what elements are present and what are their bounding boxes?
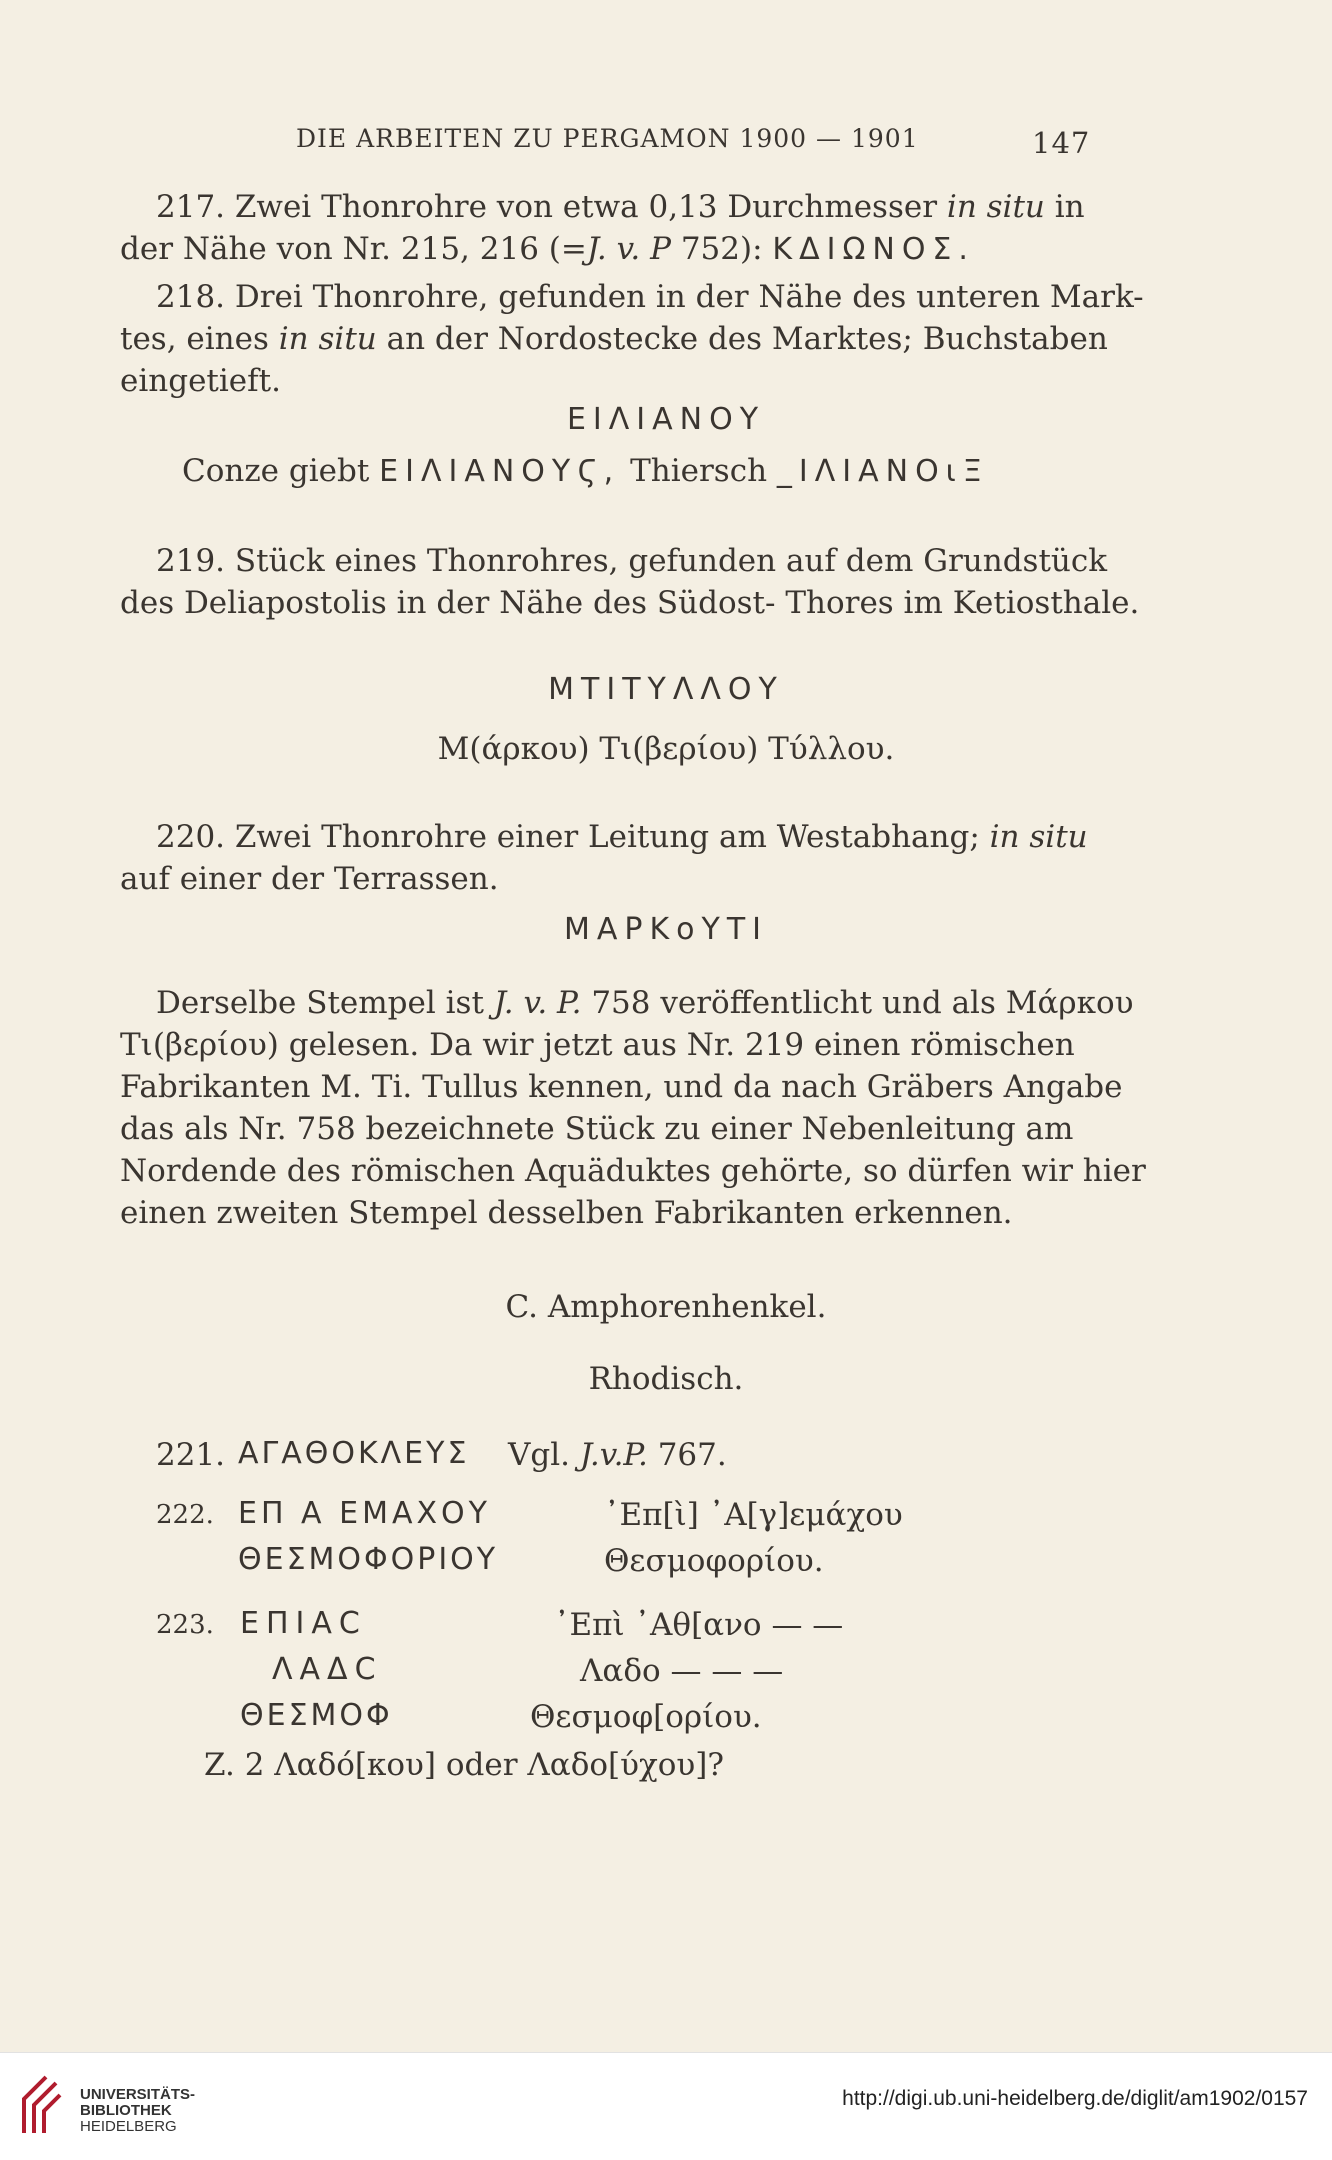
stamp-mtityllou: ΜΤΙΤΥΛΛΟΥ: [548, 672, 784, 707]
entry-221-reference: Vgl. J.v.P. 767.: [508, 1437, 727, 1473]
entry-219-reading: Μ(άρκου) Τι(βερίου) Τύλλου.: [437, 731, 895, 767]
stamp-epi-athano: ΕΠΙΑϹ: [240, 1606, 367, 1641]
entry-220-commentary-6: einen zweiten Stempel desselben Fabrikanten erkennen.: [120, 1195, 1013, 1231]
entry-220-commentary-4: das als Nr. 758 bezeichnete Stück zu einer Nebenleitung am: [120, 1111, 1074, 1147]
source-url-link[interactable]: http://digi.ub.uni-heidelberg.de/diglit/am1902/0157: [842, 2087, 1308, 2110]
entry-217-line-2: der Nähe von Nr. 215, 216 (=J. v. P 752): ΚΔΙΩΝΟΣ.: [120, 231, 975, 267]
running-title: DIE ARBEITEN ZU PERGAMON 1900 — 1901: [296, 124, 919, 153]
entry-222-number: 222.: [156, 1500, 214, 1530]
library-name: UNIVERSITÄTS- BIBLIOTHEK HEIDELBERG: [80, 2086, 196, 2135]
stamp-lado: ΛΑΔϹ: [272, 1652, 383, 1687]
entry-219-line-2: des Deliapostolis in der Nähe des Südost- Thores im Ketiosthale.: [120, 585, 1140, 621]
entry-218-line-3: eingetieft.: [120, 363, 281, 399]
stamp-agathokleus: ΑΓΑΘΟΚΛΕΥΣ: [238, 1436, 470, 1471]
entry-220-line-2: auf einer der Terrassen.: [120, 861, 499, 897]
stamp-kdionos: ΚΔΙΩΝΟΣ.: [772, 232, 975, 267]
stamp-thesmophoriou: ΘΕΣΜΟΦΟΡΙΟΥ: [238, 1542, 499, 1577]
entry-217-line-1: 217. Zwei Thonrohre von etwa 0,13 Durchmesser in situ in: [156, 189, 1085, 225]
entry-223-number: 223.: [156, 1610, 214, 1640]
library-logo-icon: [16, 2073, 64, 2137]
page-number: 147: [1032, 126, 1091, 160]
entry-219-line-1: 219. Stück eines Thonrohres, gefunden auf dem Grundstück: [156, 543, 1108, 579]
entry-220-commentary-5: Nordende des römischen Aquäduktes gehörte, so dürfen wir hier: [120, 1153, 1146, 1189]
entry-223-reading-2: Λαδο — — —: [580, 1653, 784, 1689]
entry-223-note: Z. 2 Λαδό[κου] oder Λαδο[ύχου]?: [204, 1747, 724, 1783]
entry-218-line-1: 218. Drei Thonrohre, gefunden in der Nähe des unteren Mark-: [156, 279, 1144, 315]
stamp-epi-agemachou: ΕΠ Α ΕΜΑΧΟΥ: [238, 1496, 491, 1531]
entry-218-line-2: tes, eines in situ an der Nordostecke des Marktes; Buchstaben: [120, 321, 1108, 357]
entry-221-number: 221.: [156, 1437, 226, 1473]
library-footer: [0, 2052, 1332, 2160]
entry-222-reading-1: ᾿Επ[ὶ] ᾿Α[γ]εμάχου: [604, 1497, 903, 1533]
entry-220-commentary-3: Fabrikanten M. Ti. Tullus kennen, und da nach Gräbers Angabe: [120, 1069, 1123, 1105]
entry-220-commentary-1: Derselbe Stempel ist J. v. P. 758 veröffentlicht und als Μάρκου: [156, 985, 1134, 1021]
entry-218-variants: Conze giebt ΕΙΛΙΑΝΟΥϚ, Thiersch _ΙΛΙΑΝΟιΞ: [182, 453, 989, 489]
stamp-markouti: ΜΑΡΚοΥΤΙ: [563, 912, 769, 947]
entry-220-line-1: 220. Zwei Thonrohre einer Leitung am Westabhang; in situ: [156, 819, 1088, 855]
entry-223-reading-3: Θεσμοφ[ορίου.: [530, 1699, 762, 1735]
stamp-thesmoph: ΘΕΣΜΟΦ: [240, 1698, 393, 1733]
entry-223-reading-1: ᾿Επὶ ᾿Αθ[ανο — —: [554, 1607, 844, 1643]
section-heading: C. Amphorenhenkel.: [505, 1289, 827, 1325]
entry-222-reading-2: Θεσμοφορίου.: [604, 1543, 824, 1579]
stamp-eilianou: ΕΙΛΙΑΝΟΥ: [566, 402, 766, 437]
section-subheading: Rhodisch.: [588, 1361, 744, 1397]
entry-220-commentary-2: Τι(βερίου) gelesen. Da wir jetzt aus Nr. 219 einen römischen: [120, 1027, 1075, 1063]
